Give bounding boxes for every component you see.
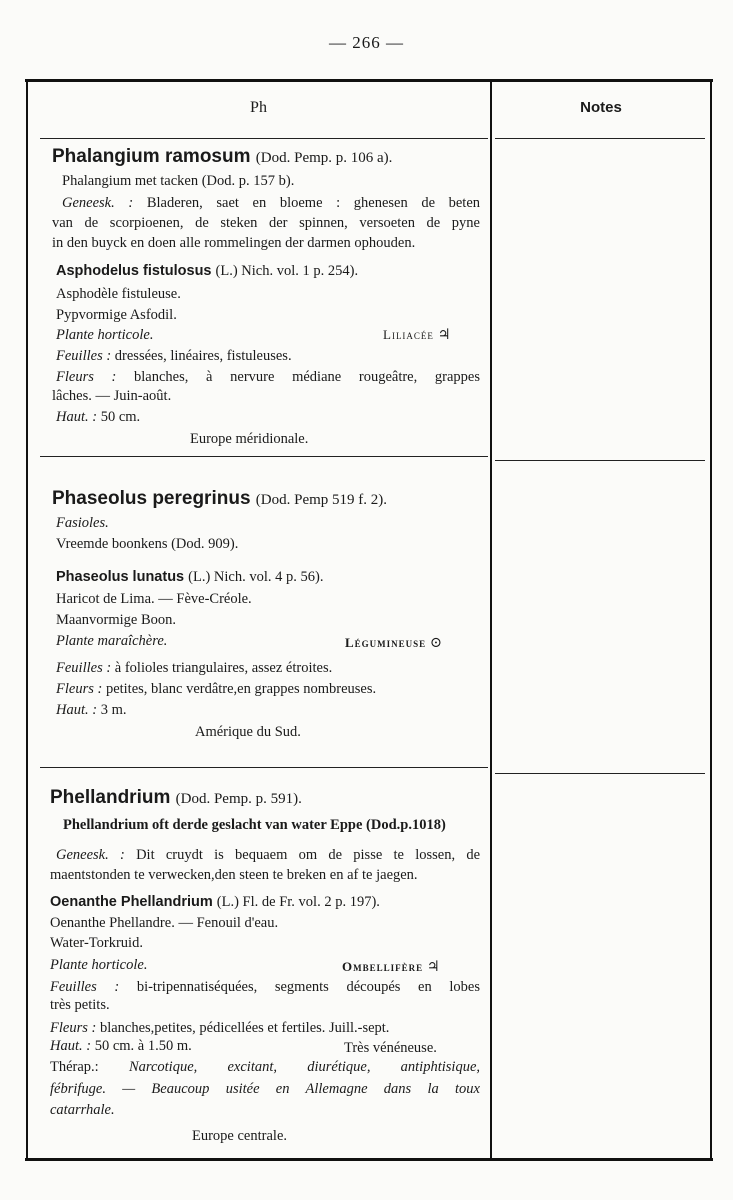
leaves-text: à folioles triangulaires, assez étroites. — [114, 660, 333, 676]
vernacular-name: Maanvormige Boon. — [56, 612, 177, 628]
divider-1-right — [495, 460, 705, 461]
leaves-line-1 — [50, 978, 480, 996]
leaves — [56, 347, 292, 365]
divider-2-left — [40, 767, 488, 768]
family — [345, 634, 442, 652]
plant-type: Plante maraîchère. — [56, 633, 168, 649]
flowers-line-2: lâches. — Juin-août. — [52, 388, 172, 404]
column-divider — [490, 79, 492, 1161]
flowers-label: Fleurs : — [56, 369, 117, 385]
leaves-label: Feuilles : — [56, 660, 112, 676]
toxicity: Très vénéneuse. — [344, 1040, 437, 1056]
bottom-rule — [25, 1158, 713, 1161]
divider-2-right — [495, 773, 705, 774]
family-name: Liliacée — [383, 327, 434, 342]
geneesk-label: Geneesk. : — [62, 195, 134, 211]
family — [383, 326, 451, 344]
entry-title — [52, 490, 387, 509]
synonym-name: Phaseolus lunatus — [56, 569, 185, 585]
height — [50, 1037, 192, 1055]
region: Europe méridionale. — [190, 431, 309, 447]
header-rule-left — [40, 138, 488, 139]
synonym — [56, 568, 323, 586]
entry-title-name: Phellandrium — [50, 787, 171, 808]
perennial-symbol: ♃ — [437, 327, 451, 343]
flowers-text: petites, blanc verdâtre,en grappes nombreuses. — [105, 681, 377, 697]
dutch-name: Phellandrium oft derde geslacht van water Eppe (Dod.p.1018) — [63, 817, 446, 833]
synonym-ref: (L.) Nich. vol. 4 p. 56). — [188, 569, 324, 585]
leaves-line-2: très petits. — [50, 997, 110, 1013]
entry-title-ref: (Dod. Pemp. p. 591). — [175, 791, 302, 807]
divider-1-left — [40, 456, 488, 457]
french-name: Haricot de Lima. — Fève-Créole. — [56, 591, 252, 607]
flowers-label: Fleurs : — [50, 1020, 97, 1036]
flowers-text-1: blanches, à nervure médiane rougeâtre, grappes — [134, 369, 481, 385]
left-border — [26, 79, 28, 1161]
height-value: 3 m. — [100, 702, 127, 718]
leaves-text-1: bi-tripennatiséquées, segments découpés en lobes — [136, 979, 480, 995]
header-rule-right — [495, 138, 705, 139]
french-name: Oenanthe Phellandre. — Fenouil d'eau. — [50, 915, 279, 931]
height-value: 50 cm. à 1.50 m. — [94, 1038, 192, 1054]
height — [56, 701, 127, 719]
entry-title-name: Phalangium ramosum — [52, 146, 251, 167]
geneesk-text-1: Bladeren, saet en bloeme : ghenesen de beten — [146, 195, 481, 211]
synonym-ref: (L.) Nich. vol. 1 p. 254). — [215, 263, 359, 279]
leaves-label: Feuilles : — [56, 348, 112, 364]
geneesk-line-1 — [56, 846, 480, 864]
entry-title-ref: (Dod. Pemp. p. 106 a). — [255, 150, 393, 166]
header-notes: Notes — [580, 99, 622, 116]
plant-type: Plante horticole. — [56, 327, 154, 343]
entry-title-name: Phaseolus peregrinus — [52, 488, 251, 509]
therapy-text-1: Narcotique, excitant, diurétique, antiphtisique, — [128, 1059, 481, 1075]
therapy-label: Thérap.: — [50, 1059, 99, 1075]
flowers-label: Fleurs : — [56, 681, 103, 697]
synonym-name: Oenanthe Phellandrium — [50, 894, 213, 910]
right-border — [710, 79, 712, 1161]
synonym — [56, 262, 358, 280]
height-label: Haut. : — [56, 702, 98, 718]
flowers-line-1 — [56, 368, 480, 386]
page-number: — 266 — — [329, 33, 404, 52]
geneesk-line-3: in den buyck en doen alle rommelingen der darmen ophouden. — [52, 235, 416, 251]
therapy-line-3: catarrhale. — [50, 1102, 115, 1118]
region: Europe centrale. — [192, 1128, 288, 1144]
dutch-name: Vreemde boonkens (Dod. 909). — [56, 536, 239, 552]
flowers — [50, 1019, 389, 1037]
geneesk-text-1: Dit cruydt is bequaem om de pisse te lossen, de — [136, 847, 481, 863]
synonym-ref: (L.) Fl. de Fr. vol. 2 p. 197). — [216, 894, 380, 910]
height-value: 50 cm. — [100, 409, 141, 425]
geneesk-line-1 — [62, 194, 480, 212]
top-rule — [25, 79, 713, 82]
therapy-line-2: fébrifuge. — Beaucoup usitée en Allemagne dans la toux — [50, 1081, 480, 1097]
vernacular-name: Water-Torkruid. — [50, 935, 143, 951]
annual-symbol: ⊙ — [429, 635, 442, 651]
leaves — [56, 659, 332, 677]
region: Amérique du Sud. — [195, 724, 301, 740]
perennial-symbol: ♃ — [426, 959, 440, 975]
family-name: Légumineuse — [345, 635, 427, 650]
entry-title-ref: (Dod. Pemp 519 f. 2). — [255, 492, 388, 508]
family — [342, 958, 440, 976]
height-label: Haut. : — [50, 1038, 92, 1054]
therapy-line-1 — [50, 1058, 480, 1076]
header-left: Ph — [250, 99, 267, 116]
geneesk-line-2: van de scorpioenen, de steken der spinnen, versoeten de pyne — [52, 215, 480, 231]
flowers-text: blanches,petites, pédicellées et fertiles. Juill.-sept. — [99, 1020, 390, 1036]
dutch-name: Phalangium met tacken (Dod. p. 157 b). — [62, 173, 295, 189]
geneesk-line-2: maentstonden te verwecken,den steen te breken en af te jaegen. — [50, 867, 418, 883]
leaves-text: dressées, linéaires, fistuleuses. — [114, 348, 292, 364]
height — [56, 408, 140, 426]
french-name-1: Fasioles. — [56, 515, 109, 531]
leaves-label: Feuilles : — [50, 979, 120, 995]
height-label: Haut. : — [56, 409, 98, 425]
family-name: Ombellifère — [342, 959, 424, 974]
french-name: Asphodèle fistuleuse. — [56, 286, 181, 302]
synonym — [50, 893, 380, 911]
entry-title — [52, 148, 392, 167]
geneesk-label: Geneesk. : — [56, 847, 125, 863]
vernacular-name: Pypvormige Asfodil. — [56, 307, 177, 323]
flowers — [56, 680, 376, 698]
plant-type: Plante horticole. — [50, 957, 148, 973]
entry-title — [50, 789, 302, 808]
synonym-name: Asphodelus fistulosus — [56, 263, 212, 279]
